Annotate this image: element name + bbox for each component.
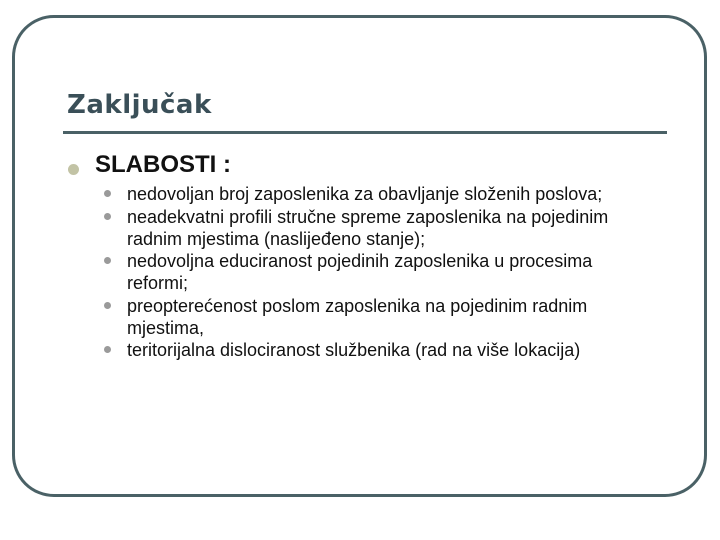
list-item: [104, 183, 644, 205]
bullet-icon: [104, 190, 111, 197]
list-item: [104, 295, 644, 339]
list-item-text: preopterećenost poslom zaposlenika na pojedinim radnim mjestima,: [127, 295, 588, 338]
title-underline: [63, 131, 667, 134]
list-item-text: teritorijalna dislociranost službenika (rad na više lokacija): [127, 340, 581, 360]
list-item: [104, 250, 644, 294]
bullet-icon: [104, 302, 111, 309]
list-item: [104, 339, 644, 361]
bullet-icon: [104, 346, 111, 353]
list-item-text: nedovoljna educiranost pojedinih zaposlenika u procesima reformi;: [127, 251, 593, 293]
section-heading: SLABOSTI :: [95, 151, 231, 178]
main-bullet-icon: [68, 164, 79, 175]
list-item: [104, 206, 644, 250]
bullet-icon: [104, 213, 111, 220]
slide-title: Zaključak: [67, 90, 212, 120]
bullet-icon: [104, 257, 111, 264]
bullet-list: [104, 183, 644, 362]
list-item-text: neadekvatni profili stručne spreme zaposlenika na pojedinim radnim mjestima (naslijeđeno stanje);: [127, 206, 609, 249]
list-item-text: nedovoljan broj zaposlenika za obavljanje složenih poslova;: [127, 184, 603, 204]
